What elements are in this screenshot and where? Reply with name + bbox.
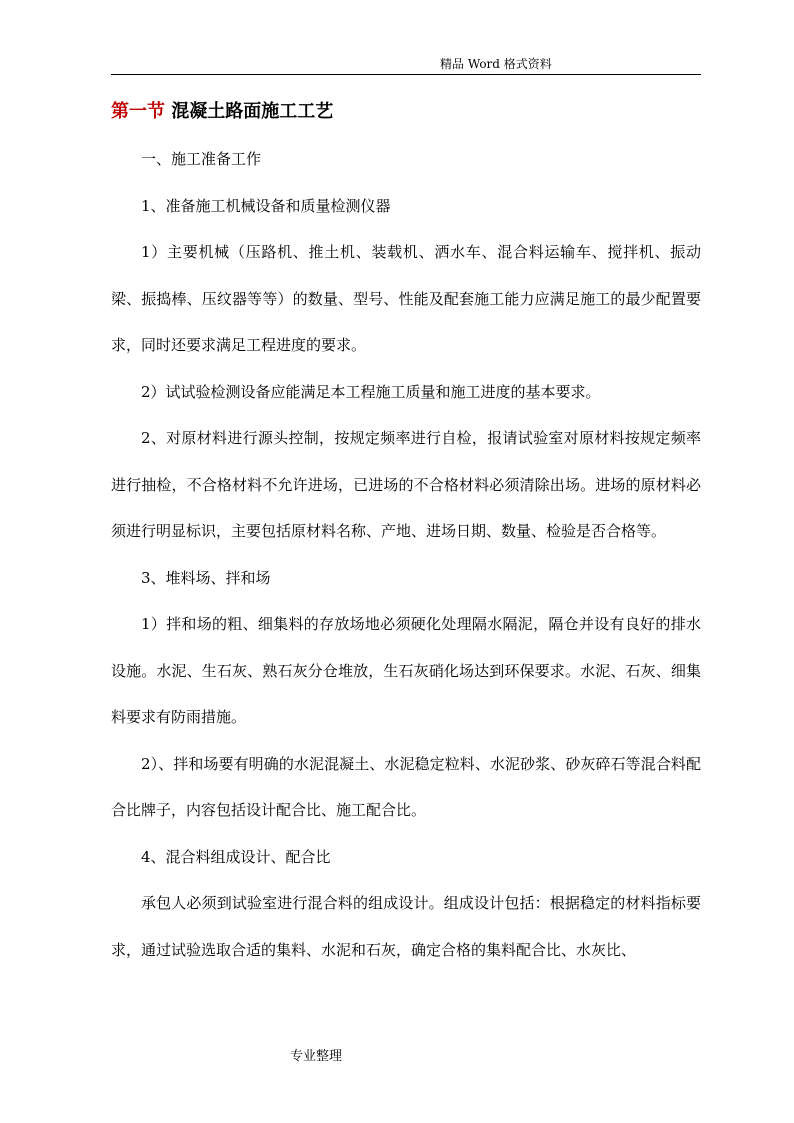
paragraph: 4、混合料组成设计、配合比: [141, 847, 331, 866]
paragraph: 1、准备施工机械设备和质量检测仪器: [141, 196, 391, 215]
section-title: [111, 98, 333, 126]
section-title-text: 混凝土路面施工工艺: [171, 101, 334, 122]
paragraph: 1）主要机械（压路机、推土机、装载机、洒水车、混合料运输车、搅拌机、振动梁、振捣棒、压纹器等等）的数量、型号、性能及配套施工能力应满足施工的最少配置要求，同时还要求满足工程进度的要求。: [111, 243, 701, 354]
paragraph: 1）拌和场的粗、细集料的存放场地必须硬化处理隔水隔泥，隔仓并设有良好的排水设施。水泥、生石灰、熟石灰分仓堆放，生石灰硝化场达到环保要求。水泥、石灰、细集料要求有防雨措施。: [111, 615, 701, 726]
paragraph: 2、对原材料进行源头控制，按规定频率进行自检，报请试验室对原材料按规定频率进行抽检，不合格材料不允许进场，已进场的不合格材料必须清除出场。进场的原材料必须进行明显标识，主要包括原材料名称、产地、进场日期、数量、检验是否合格等。: [111, 429, 701, 540]
paragraph: 3、堆料场、拌和场: [141, 568, 271, 587]
page-footer-text: 专业整理: [290, 1049, 343, 1064]
section-number: 第一节: [111, 101, 165, 122]
paragraph: 承包人必须到试验室进行混合料的组成设计。组成设计包括：根据稳定的材料指标要求，通过试验选取合适的集料、水泥和石灰，确定合格的集料配合比、水灰比、: [111, 894, 701, 959]
paragraph: 2）、拌和场要有明确的水泥混凝土、水泥稳定粒料、水泥砂浆、砂灰碎石等混合料配合比牌子，内容包括设计配合比、施工配合比。: [111, 754, 701, 819]
paragraph: 2）试试验检测设备应能满足本工程施工质量和施工进度的基本要求。: [141, 382, 601, 401]
header-divider: [111, 74, 701, 75]
paragraph: 一、施工准备工作: [141, 150, 262, 168]
page-header-text: 精品 Word 格式资料: [440, 57, 552, 71]
document-body: [111, 136, 701, 973]
